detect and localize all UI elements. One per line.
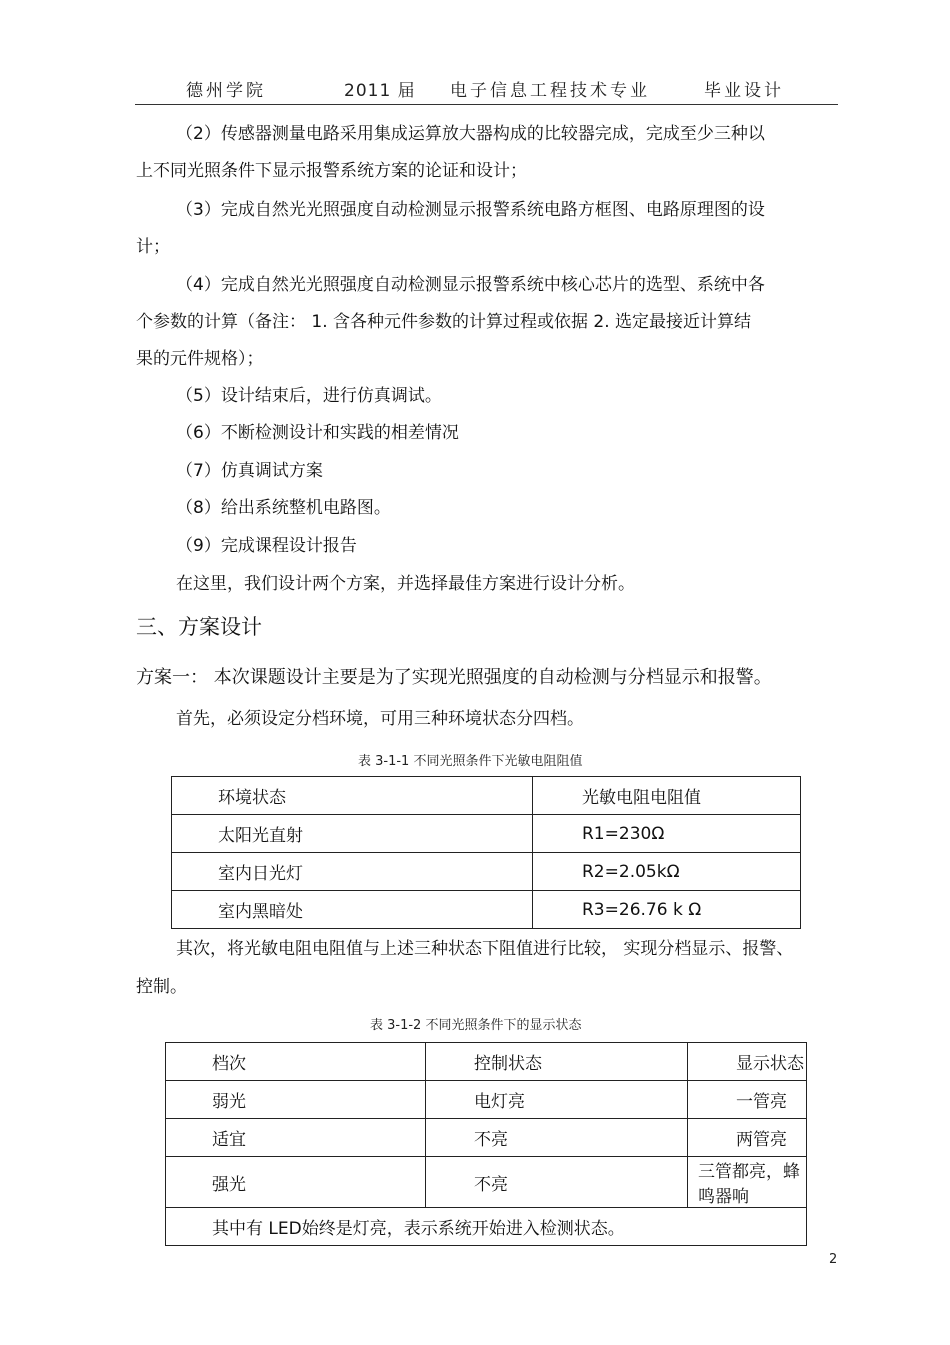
section-title: 三、方案设计 [136,615,262,639]
table-cell: 室内黑暗处 [172,891,533,929]
table-cell: 一管亮 [688,1081,807,1119]
table-row [166,1119,807,1157]
header-kind: 毕业设计 [704,81,784,101]
table-row [172,853,801,891]
table-2-header-cell: 控制状态 [426,1043,688,1081]
item-6: （6）不断检测设计和实践的相差情况 [176,423,459,443]
table-1-header-cell: 环境状态 [172,777,533,815]
item-4-line-3: 果的元件规格）； [136,349,264,369]
table-cell: 适宜 [166,1119,426,1157]
item-3-line-2: 计； [136,237,170,257]
table-2-header-row [166,1043,807,1081]
header-year: 2011 届 [344,81,416,101]
second-paragraph-line-2: 控制。 [136,977,187,997]
header-school: 德州学院 [186,81,266,101]
table-1-header-row [172,777,801,815]
item-8: （8）给出系统整机电路图。 [176,498,391,518]
table-2-header-cell: 显示状态 [688,1043,807,1081]
table-row [166,1081,807,1119]
table-cell: 两管亮 [688,1119,807,1157]
item-7: （7）仿真调试方案 [176,461,323,481]
table-row [172,815,801,853]
second-paragraph-line-1: 其次，将光敏电阻电阻值与上述三种状态下阻值进行比较， 实现分档显示、报警、 [176,939,794,959]
item-3-line-1: （3）完成自然光光照强度自动检测显示报警系统电路方框图、电路原理图的设 [176,200,765,220]
intro-paragraph: 在这里，我们设计两个方案，并选择最佳方案进行设计分析。 [176,574,635,594]
table-1-header-cell: 光敏电阻电阻值 [533,777,801,815]
item-4-line-2: 个参数的计算（备注： 1. 含各种元件参数的计算过程或依据 2. 选定最接近计算结 [136,312,752,332]
table-cell: 不亮 [426,1119,688,1157]
first-paragraph: 首先，必须设定分档环境，可用三种环境状态分四档。 [176,709,584,729]
header-rule [135,104,838,105]
header-major: 电子信息工程技术专业 [450,81,650,101]
table-cell: 电灯亮 [426,1081,688,1119]
table-cell: 三管都亮，蜂鸣器响 [688,1157,807,1208]
table-cell: 太阳光直射 [172,815,533,853]
table-cell: R3=26.76 k Ω [533,891,801,929]
table-2-header-cell: 档次 [166,1043,426,1081]
table-1 [171,776,801,929]
plan-one-paragraph: 方案一： 本次课题设计主要是为了实现光照强度的自动检测与分档显示和报警。 [136,667,772,688]
item-4-line-1: （4）完成自然光光照强度自动检测显示报警系统中核心芯片的选型、系统中各 [176,275,765,295]
table-row [166,1157,807,1208]
item-2-line-1: （2）传感器测量电路采用集成运算放大器构成的比较器完成，完成至少三种以 [176,124,765,144]
page-number: 2 [829,1252,838,1267]
table-cell: 弱光 [166,1081,426,1119]
table-row [172,891,801,929]
table-1-caption: 表 3-1-1 不同光照条件下光敏电阻阻值 [358,754,583,769]
table-2-caption: 表 3-1-2 不同光照条件下的显示状态 [370,1018,582,1033]
table-2 [165,1042,807,1246]
table-cell: 强光 [166,1157,426,1208]
item-9: （9）完成课程设计报告 [176,536,357,556]
table-cell: 室内日光灯 [172,853,533,891]
table-cell: 不亮 [426,1157,688,1208]
table-note-row [166,1208,807,1246]
table-cell: R2=2.05kΩ [533,853,801,891]
table-cell: R1=230Ω [533,815,801,853]
item-2-line-2: 上不同光照条件下显示报警系统方案的论证和设计； [136,161,527,181]
item-5: （5）设计结束后，进行仿真调试。 [176,386,442,406]
table-2-note: 其中有 LED始终是灯亮，表示系统开始进入检测状态。 [166,1208,807,1246]
